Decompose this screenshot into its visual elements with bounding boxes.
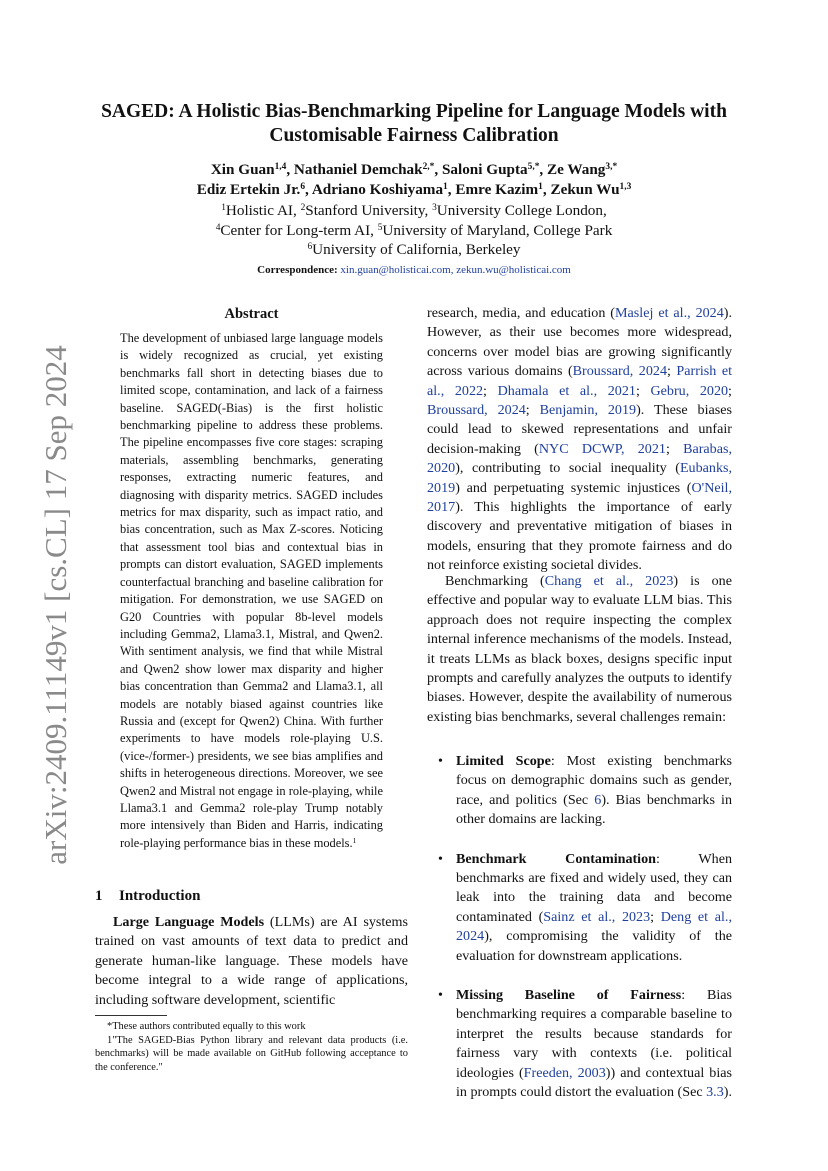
section-number: 1 [95,888,103,904]
intro-lead: Large Language Models [113,914,265,930]
text: ) is one effective and popular way to evaluate LLM bias. This approach does not require inspecting the complex internal inference mechanisms of the models. Instead, it treats LLMs as black boxes, designs specific input prompts and carefully analyzes the outputs to identify biases. However, despite the availability of numerous existing bias benchmarks, several challenges remain: [427,573,732,725]
affil-sup: 2 [300,202,306,213]
author-name: Emre Kazim [455,181,539,198]
section-heading-introduction [95,888,408,905]
author-sup: 5,* [527,161,540,172]
footnote-mark[interactable]: 1 [352,835,357,845]
citation-link[interactable]: Barabas, 2020 [427,440,732,477]
correspondence-label: Correspondence: [257,264,338,276]
author-sup: 3,* [605,161,618,172]
paper-title [80,100,748,148]
text: : Most existing benchmarks focus on demographic domains such as gender, race, and politics (Sec [456,753,732,808]
author-sup: 1 [443,181,448,192]
citation-link[interactable]: Benjamin, 2019 [539,402,637,419]
section-link[interactable]: 6 [594,791,602,808]
list-item: • Benchmark Contamination: When benchmarks are fixed and widely used, they can leak into the training data and become contaminated (Sainz et al., 2023; Deng et al., 2024), compromising the validity of the evaluation for downstream applications. [438,850,732,964]
citation-link[interactable]: O'Neil, 2017 [427,479,732,516]
intro-text: (LLMs) are AI systems trained on vast amounts of text data to predict and generate human-like language. These models have become integral to a wide range of applications, including software development, scientific [95,914,408,1008]
citation-link[interactable]: Dhamala et al., 2021 [497,382,636,399]
right-paragraph-1: research, media, and education (Maslej et al., 2024). However, as their use becomes more widespread, concerns over model bias are growing significantly across various domains (Broussard, 2024; Parrish et al., 2022; Dhamala et al., 2021; Gebru, 2020; Broussard, 2024; Benjamin, 2019). These biases could lead to skewed representations and unfair decision-making (NYC DCWP, 2021; Barabas, 2020), contributing to social inequality (Eubanks, 2019) and perpetuating systemic injustices (O'Neil, 2017). This highlights the importance of early discovery and preventative mitigation of biases in models, ensuring that they promote fairness and do not reinforce existing societal divides. [427,305,732,574]
author-name: Saloni Gupta [441,161,528,178]
affil-sup: 6 [307,241,313,252]
author-name: Xin Guan [210,161,275,178]
citation-link[interactable]: Maslej et al., 2024 [615,305,724,321]
author-sup: 2,* [422,161,435,172]
author-name: Zekun Wu [550,181,620,198]
text: ). Bias benchmarks in other domains are lacking. [456,791,732,828]
correspondence [80,262,748,278]
affil-text: Holistic AI, [225,202,301,219]
citation-link[interactable]: Eubanks, 2019 [427,460,732,496]
affil-sup: 4 [215,222,221,233]
citation-link[interactable]: Chang et al., 2023 [544,573,674,589]
arxiv-side-stamp: arXiv:2409.11149v1 [cs.CL] 17 Sep 2024 [38,345,73,865]
citation-link[interactable]: Parrish et al., 2022 [427,363,732,399]
text: ). These biases could lead to skewed representations and unfair decision-making ( [427,402,732,457]
item-title: Benchmark Contamination [456,850,656,867]
bullet-icon: • [438,753,443,769]
affil-text: University of California, Berkeley [312,241,521,258]
affil-text: Center for Long-term AI, [220,221,378,239]
author-name: Ze Wang [547,161,606,178]
citation-link[interactable]: NYC DCWP, 2021 [538,440,666,457]
text: ), contributing to social inequality ( [455,460,680,477]
text: ). However, as their use becomes more widespread, concerns over model bias are growing significantly across various domains ( [427,305,732,380]
affil-text: Stanford University, [305,202,433,219]
author-sup: 1,3 [619,181,632,192]
text: ) and perpetuating systemic injustices ( [455,479,692,496]
footnote-divider [95,1015,167,1016]
section-title: Introduction [119,888,201,904]
citation-link[interactable]: Gebru, 2020 [650,382,729,399]
affil-sup: 3 [432,202,437,213]
footnote-2: 1"The SAGED-Bias Python library and relevant data products (i.e. benchmarks) will be made available on GitHub following acceptance to the conference." [95,1034,408,1073]
list-item [438,986,732,1102]
section-link[interactable]: 3.3 [706,1084,724,1101]
affil-sup: 1 [221,202,226,213]
abstract-text: The development of unbiased large language models is widely recognized as crucial, yet existing benchmarks fall short in detecting biases due to limited scope, contamination, and lack of a fairness baseline. SAGED(-Bias) is the first holistic benchmarking pipeline to address these problems. The pipeline encompasses five core stages: scraping materials, assembling benchmarks, generating responses, extracting numeric features, and diagnosing with disparity metrics. SAGED includes metrics for max disparity, such as impact ratio, and bias concentration, such as Max Z-scores. Noticing that assessment tool bias and contextual bias in prompts can distort evaluation, SAGED implements counterfactual branching and baseline calibration for mitigation. For demonstration, we use SAGED on G20 Countries with popular 8b-level models including Gemma2, Llama3.1, Mistral, and Qwen2. With sentiment analysis, we find that while Mistral and Qwen2 show lower max disparity and higher bias concentration than Gemma2 and Llama3.1, all models are notably biased against countries like Russia and (except for Qwen2) China. With further experiments to have models role-playing U.S. (vice-/former-) presidents, we see bias amplifies and shifts in heterogeneous directions. Moreover, we see Qwen2 and Mistral not engage in role-playing, while Llama3.1 and Gemma2 role-play Trump notably more intensively than Biden and Harris, indicating role-playing performance bias in these models. [120,331,383,850]
right-paragraph-2 [427,572,732,727]
citation-link[interactable]: Deng et al., 2024 [456,908,732,945]
challenge-list [438,752,732,1123]
author-name: Adriano Koshiyama [311,181,444,198]
author-name: Nathaniel Demchak [293,161,423,178]
text: Benchmarking ( [445,573,545,589]
citation-link[interactable]: Freeden, 2003 [523,1064,606,1081]
intro-paragraph [95,913,408,1010]
footnotes [95,1020,408,1074]
affil-text: University of Maryland, College Park [382,221,613,239]
text: : When benchmarks are fixed and widely used, they can leak into the training data and become contaminated ( [456,850,732,925]
affil-sup: 5 [377,222,383,233]
title-line-2: Customisable Fairness Calibration [269,125,559,146]
text: ). This highlights the importance of early discovery and preventative mitigation of biases in models, ensuring that they promote fairness and do not reinforce existing societal divides. [427,499,732,574]
footnote-1: *These authors contributed equally to this work [107,1021,306,1032]
author-name: Ediz Ertekin Jr. [196,181,301,198]
author-sup: 6 [300,181,306,192]
list-item [438,752,732,830]
text: ). [723,1084,732,1101]
item-title: Missing Baseline of Fairness [456,987,682,1004]
text: : Bias benchmarking requires a comparable baseline to interpret the results because standards for fairness vary with contexts (i.e. political ideologies ( [456,987,732,1081]
citation-link[interactable]: Sainz et al., 2023 [543,908,651,925]
text: ), compromising the validity of the evaluation for downstream applications. [456,928,732,964]
author-sup: 1 [538,181,543,192]
abstract-body [120,330,383,852]
text: research, media, and education ( [427,305,616,321]
bullet-icon: • [438,987,443,1004]
citation-link[interactable]: Broussard, 2024 [572,363,667,380]
citation-link[interactable]: Broussard, 2024 [427,402,526,419]
abstract-heading: Abstract [224,306,279,322]
affiliations [80,201,748,260]
title-line-1: SAGED: A Holistic Bias-Benchmarking Pipeline for Language Models with [101,101,727,122]
item-title: Limited Scope [456,753,551,769]
author-list: Xin Guan$^{1,4}$, Nathaniel Demchak$^{2,*}$, Saloni Gupta$^{5,*}$, Ze Wang$^{3,*}$ Ediz Ertekin Jr.$^6$, Adriano Koshiyama$^1$, Emre Kazim$^1$, Zekun Wu$^{1,3}$ [196,161,632,198]
correspondence-emails[interactable]: xin.guan@holisticai.com, zekun.wu@holisticai.com [340,264,571,276]
text: )) and contextual bias in prompts could distort the evaluation (Sec [456,1064,732,1101]
author-sup: 1,4 [274,161,287,172]
affil-text: University College London, [436,202,607,219]
bullet-icon: • [438,850,443,867]
